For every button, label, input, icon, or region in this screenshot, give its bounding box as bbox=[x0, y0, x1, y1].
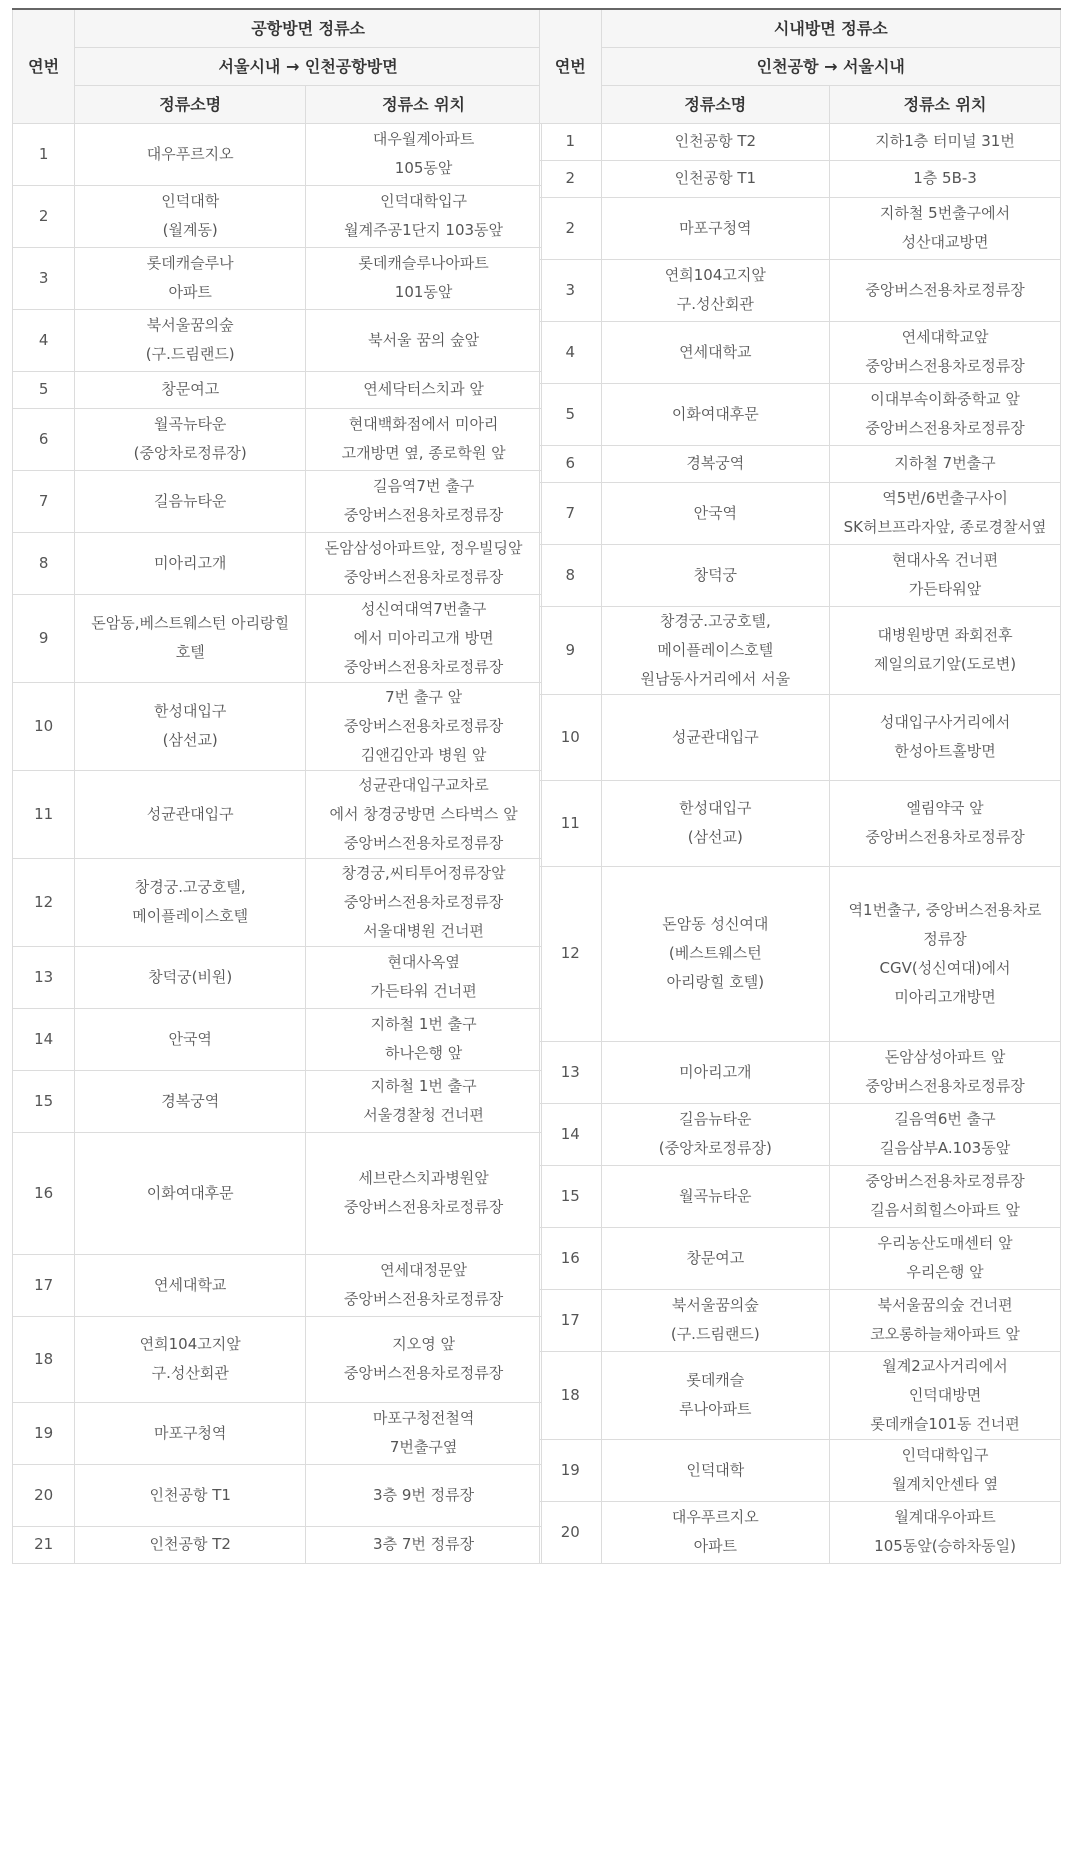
table-row bbox=[13, 682, 542, 770]
stop-name-header: 정류소명 bbox=[75, 85, 306, 123]
table-row bbox=[540, 259, 1061, 321]
row-number: 14 bbox=[540, 1103, 602, 1165]
table-row bbox=[13, 1070, 542, 1132]
stop-name: 안국역 bbox=[75, 1008, 306, 1070]
row-number: 13 bbox=[540, 1041, 602, 1103]
stop-name: 월곡뉴타운 (중앙차로정류장) bbox=[75, 408, 306, 470]
row-number: 17 bbox=[13, 1254, 75, 1316]
stop-name: 연희104고지앞 구.성산회관 bbox=[75, 1316, 306, 1402]
row-number: 18 bbox=[13, 1316, 75, 1402]
row-number: 4 bbox=[540, 321, 602, 383]
table-row bbox=[540, 544, 1061, 606]
stop-location: 연세대정문앞 중앙버스전용차로정류장 bbox=[306, 1254, 542, 1316]
stop-name: 미아리고개 bbox=[75, 532, 306, 594]
row-number: 19 bbox=[540, 1439, 602, 1501]
row-number: 8 bbox=[540, 544, 602, 606]
city-group-header: 시내방면 정류소 bbox=[601, 9, 1060, 47]
row-number: 2 bbox=[540, 197, 602, 259]
row-number: 5 bbox=[540, 383, 602, 445]
table-row bbox=[13, 1008, 542, 1070]
row-number: 9 bbox=[540, 606, 602, 694]
table-row bbox=[540, 383, 1061, 445]
city-direction-header: 인천공항 → 서울시내 bbox=[601, 47, 1060, 85]
row-number: 2 bbox=[13, 185, 75, 247]
table-row bbox=[540, 606, 1061, 694]
stop-name: 이화여대후문 bbox=[75, 1132, 306, 1254]
stop-location: 창경궁,씨티투어정류장앞 중앙버스전용차로정류장 서울대병원 건너편 bbox=[306, 858, 542, 946]
stop-location: 중앙버스전용차로정류장 길음서희힐스아파트 앞 bbox=[830, 1165, 1061, 1227]
stop-location: 길음역7번 출구 중앙버스전용차로정류장 bbox=[306, 470, 542, 532]
stop-name: 성균관대입구 bbox=[75, 770, 306, 858]
row-number: 9 bbox=[13, 594, 75, 682]
stop-name: 돈암동 성신여대 (베스트웨스턴 아리랑힐 호텔) bbox=[601, 866, 830, 1041]
stop-name: 북서울꿈의숲 (구.드림랜드) bbox=[75, 309, 306, 371]
table-row bbox=[13, 408, 542, 470]
stop-name: 롯데캐슬 루나아파트 bbox=[601, 1351, 830, 1439]
stop-location: 북서울 꿈의 숲앞 bbox=[306, 309, 542, 371]
table-row bbox=[540, 1165, 1061, 1227]
row-number: 3 bbox=[13, 247, 75, 309]
stop-location: 역5번/6번출구사이 SK허브프라자앞, 종로경찰서옆 bbox=[830, 482, 1061, 544]
row-number: 11 bbox=[13, 770, 75, 858]
city-bound-section bbox=[539, 8, 1061, 1564]
stop-location: 돈암삼성아파트앞, 정우빌딩앞 중앙버스전용차로정류장 bbox=[306, 532, 542, 594]
no-header: 연번 bbox=[540, 9, 602, 123]
stop-location: 지오영 앞 중앙버스전용차로정류장 bbox=[306, 1316, 542, 1402]
stop-name: 인덕대학 (월계동) bbox=[75, 185, 306, 247]
stop-location: 북서울꿈의숲 건너편 코오롱하늘채아파트 앞 bbox=[830, 1289, 1061, 1351]
row-number: 15 bbox=[13, 1070, 75, 1132]
stop-name: 인덕대학 bbox=[601, 1439, 830, 1501]
row-number: 15 bbox=[540, 1165, 602, 1227]
stop-name: 창덕궁(비원) bbox=[75, 946, 306, 1008]
stop-location: 지하1층 터미널 31번 bbox=[830, 123, 1061, 160]
row-number: 17 bbox=[540, 1289, 602, 1351]
stop-name: 성균관대입구 bbox=[601, 694, 830, 780]
stop-name: 창경궁.고궁호텔, 메이플레이스호텔 bbox=[75, 858, 306, 946]
row-number: 5 bbox=[13, 371, 75, 408]
stop-location: 세브란스치과병원앞 중앙버스전용차로정류장 bbox=[306, 1132, 542, 1254]
stop-location: 돈암삼성아파트 앞 중앙버스전용차로정류장 bbox=[830, 1041, 1061, 1103]
row-number: 18 bbox=[540, 1351, 602, 1439]
row-number: 6 bbox=[540, 445, 602, 482]
stop-location: 현대백화점에서 미아리 고개방면 옆, 종로학원 앞 bbox=[306, 408, 542, 470]
stop-name: 미아리고개 bbox=[601, 1041, 830, 1103]
stop-location: 연세대학교앞 중앙버스전용차로정류장 bbox=[830, 321, 1061, 383]
table-row bbox=[13, 470, 542, 532]
stop-location-header: 정류소 위치 bbox=[830, 85, 1061, 123]
row-number: 16 bbox=[540, 1227, 602, 1289]
stop-location: 우리농산도매센터 앞 우리은행 앞 bbox=[830, 1227, 1061, 1289]
stop-location: 지하철 5번출구에서 성산대교방면 bbox=[830, 197, 1061, 259]
stop-name: 창문여고 bbox=[75, 371, 306, 408]
table-row bbox=[540, 1041, 1061, 1103]
row-number: 14 bbox=[13, 1008, 75, 1070]
stop-name: 창경궁.고궁호텔, 메이플레이스호텔 원남동사거리에서 서울 bbox=[601, 606, 830, 694]
table-row bbox=[540, 1351, 1061, 1439]
stop-location: 성균관대입구교차로 에서 창경궁방면 스타벅스 앞 중앙버스전용차로정류장 bbox=[306, 770, 542, 858]
stop-name-header: 정류소명 bbox=[601, 85, 830, 123]
row-number: 1 bbox=[13, 123, 75, 185]
row-number: 19 bbox=[13, 1402, 75, 1464]
stop-location: 지하철 1번 출구 하나은행 앞 bbox=[306, 1008, 542, 1070]
table-row bbox=[540, 1289, 1061, 1351]
stop-name: 인천공항 T2 bbox=[601, 123, 830, 160]
city-bound-table bbox=[539, 8, 1061, 1564]
table-row bbox=[540, 1501, 1061, 1563]
table-row bbox=[13, 594, 542, 682]
stop-location: 3층 7번 정류장 bbox=[306, 1526, 542, 1563]
stop-name: 마포구청역 bbox=[601, 197, 830, 259]
stop-name: 대우푸르지오 아파트 bbox=[601, 1501, 830, 1563]
stop-location: 성대입구사거리에서 한성아트홀방면 bbox=[830, 694, 1061, 780]
table-row bbox=[540, 123, 1061, 160]
stop-location: 인덕대학입구 월계치안센타 옆 bbox=[830, 1439, 1061, 1501]
airport-group-header: 공항방면 정류소 bbox=[75, 9, 542, 47]
stop-location: 3층 9번 정류장 bbox=[306, 1464, 542, 1526]
stop-location: 현대사옥옆 가든타워 건너편 bbox=[306, 946, 542, 1008]
row-number: 10 bbox=[13, 682, 75, 770]
table-row bbox=[13, 1132, 542, 1254]
stop-name: 이화여대후문 bbox=[601, 383, 830, 445]
row-number: 7 bbox=[540, 482, 602, 544]
stop-location: 대우월계아파트 105동앞 bbox=[306, 123, 542, 185]
stop-location: 성신여대역7번출구 에서 미아리고개 방면 중앙버스전용차로정류장 bbox=[306, 594, 542, 682]
stop-location: 롯데캐슬루나아파트 101동앞 bbox=[306, 247, 542, 309]
stop-location: 월계2교사거리에서 인덕대방면 롯데캐슬101동 건너편 bbox=[830, 1351, 1061, 1439]
stop-location: 중앙버스전용차로정류장 bbox=[830, 259, 1061, 321]
stop-name: 길음뉴타운 bbox=[75, 470, 306, 532]
table-row bbox=[540, 694, 1061, 780]
row-number: 2 bbox=[540, 160, 602, 197]
row-number: 16 bbox=[13, 1132, 75, 1254]
row-number: 10 bbox=[540, 694, 602, 780]
table-row bbox=[13, 946, 542, 1008]
stop-name: 북서울꿈의숲 (구.드림랜드) bbox=[601, 1289, 830, 1351]
stop-name: 한성대입구 (삼선교) bbox=[601, 780, 830, 866]
stop-location: 월계대우아파트 105동앞(승하차동일) bbox=[830, 1501, 1061, 1563]
stop-name: 경복궁역 bbox=[75, 1070, 306, 1132]
table-row bbox=[13, 371, 542, 408]
stop-location: 역1번출구, 중앙버스전용차로 정류장 CGV(성신여대)에서 미아리고개방면 bbox=[830, 866, 1061, 1041]
table-row bbox=[13, 770, 542, 858]
row-number: 21 bbox=[13, 1526, 75, 1563]
stop-name: 창문여고 bbox=[601, 1227, 830, 1289]
table-row bbox=[540, 1103, 1061, 1165]
stop-name: 돈암동,베스트웨스턴 아리랑힐 호텔 bbox=[75, 594, 306, 682]
stop-location: 현대사옥 건너편 가든타워앞 bbox=[830, 544, 1061, 606]
table-row bbox=[540, 197, 1061, 259]
airport-bound-section bbox=[12, 8, 542, 1564]
stop-location: 1층 5B-3 bbox=[830, 160, 1061, 197]
row-number: 20 bbox=[540, 1501, 602, 1563]
row-number: 8 bbox=[13, 532, 75, 594]
stop-name: 연희104고지앞 구.성산회관 bbox=[601, 259, 830, 321]
table-row bbox=[540, 321, 1061, 383]
table-row bbox=[540, 160, 1061, 197]
table-row bbox=[13, 1402, 542, 1464]
stop-name: 한성대입구 (삼선교) bbox=[75, 682, 306, 770]
row-number: 12 bbox=[540, 866, 602, 1041]
row-number: 7 bbox=[13, 470, 75, 532]
row-number: 6 bbox=[13, 408, 75, 470]
airport-bound-table bbox=[12, 8, 542, 1564]
stop-name: 연세대학교 bbox=[601, 321, 830, 383]
no-header: 연번 bbox=[13, 9, 75, 123]
table-row bbox=[13, 247, 542, 309]
airport-direction-header: 서울시내 → 인천공항방면 bbox=[75, 47, 542, 85]
stop-name: 길음뉴타운 (중앙차로정류장) bbox=[601, 1103, 830, 1165]
stop-location: 인덕대학입구 월계주공1단지 103동앞 bbox=[306, 185, 542, 247]
stop-name: 인천공항 T1 bbox=[601, 160, 830, 197]
stop-name: 창덕궁 bbox=[601, 544, 830, 606]
row-number: 1 bbox=[540, 123, 602, 160]
table-row bbox=[13, 1526, 542, 1563]
stop-location: 엘림약국 앞 중앙버스전용차로정류장 bbox=[830, 780, 1061, 866]
stop-location: 지하철 1번 출구 서울경찰청 건너편 bbox=[306, 1070, 542, 1132]
table-row bbox=[13, 858, 542, 946]
stop-name: 인천공항 T1 bbox=[75, 1464, 306, 1526]
stop-name: 경복궁역 bbox=[601, 445, 830, 482]
stop-name: 월곡뉴타운 bbox=[601, 1165, 830, 1227]
table-row bbox=[540, 445, 1061, 482]
stop-location: 지하철 7번출구 bbox=[830, 445, 1061, 482]
stop-name: 대우푸르지오 bbox=[75, 123, 306, 185]
stop-name: 인천공항 T2 bbox=[75, 1526, 306, 1563]
table-row bbox=[540, 780, 1061, 866]
table-row bbox=[13, 1254, 542, 1316]
stop-name: 마포구청역 bbox=[75, 1402, 306, 1464]
table-row bbox=[540, 866, 1061, 1041]
row-number: 20 bbox=[13, 1464, 75, 1526]
row-number: 4 bbox=[13, 309, 75, 371]
stop-location: 7번 출구 앞 중앙버스전용차로정류장 김앤김안과 병원 앞 bbox=[306, 682, 542, 770]
table-row bbox=[540, 1227, 1061, 1289]
stop-location: 연세닥터스치과 앞 bbox=[306, 371, 542, 408]
stop-name: 안국역 bbox=[601, 482, 830, 544]
row-number: 13 bbox=[13, 946, 75, 1008]
table-row bbox=[13, 185, 542, 247]
stop-name: 연세대학교 bbox=[75, 1254, 306, 1316]
stop-location: 이대부속이화중학교 앞 중앙버스전용차로정류장 bbox=[830, 383, 1061, 445]
stop-location: 대병원방면 좌회전후 제일의료기앞(도로변) bbox=[830, 606, 1061, 694]
table-row bbox=[13, 123, 542, 185]
table-row bbox=[540, 482, 1061, 544]
table-row bbox=[13, 1464, 542, 1526]
table-row bbox=[13, 309, 542, 371]
row-number: 12 bbox=[13, 858, 75, 946]
row-number: 3 bbox=[540, 259, 602, 321]
table-row bbox=[13, 532, 542, 594]
stop-name: 롯데캐슬루나 아파트 bbox=[75, 247, 306, 309]
stop-location-header: 정류소 위치 bbox=[306, 85, 542, 123]
row-number: 11 bbox=[540, 780, 602, 866]
stop-location: 마포구청전철역 7번출구옆 bbox=[306, 1402, 542, 1464]
stop-location: 길음역6번 출구 길음삼부A.103동앞 bbox=[830, 1103, 1061, 1165]
table-row bbox=[540, 1439, 1061, 1501]
table-row bbox=[13, 1316, 542, 1402]
